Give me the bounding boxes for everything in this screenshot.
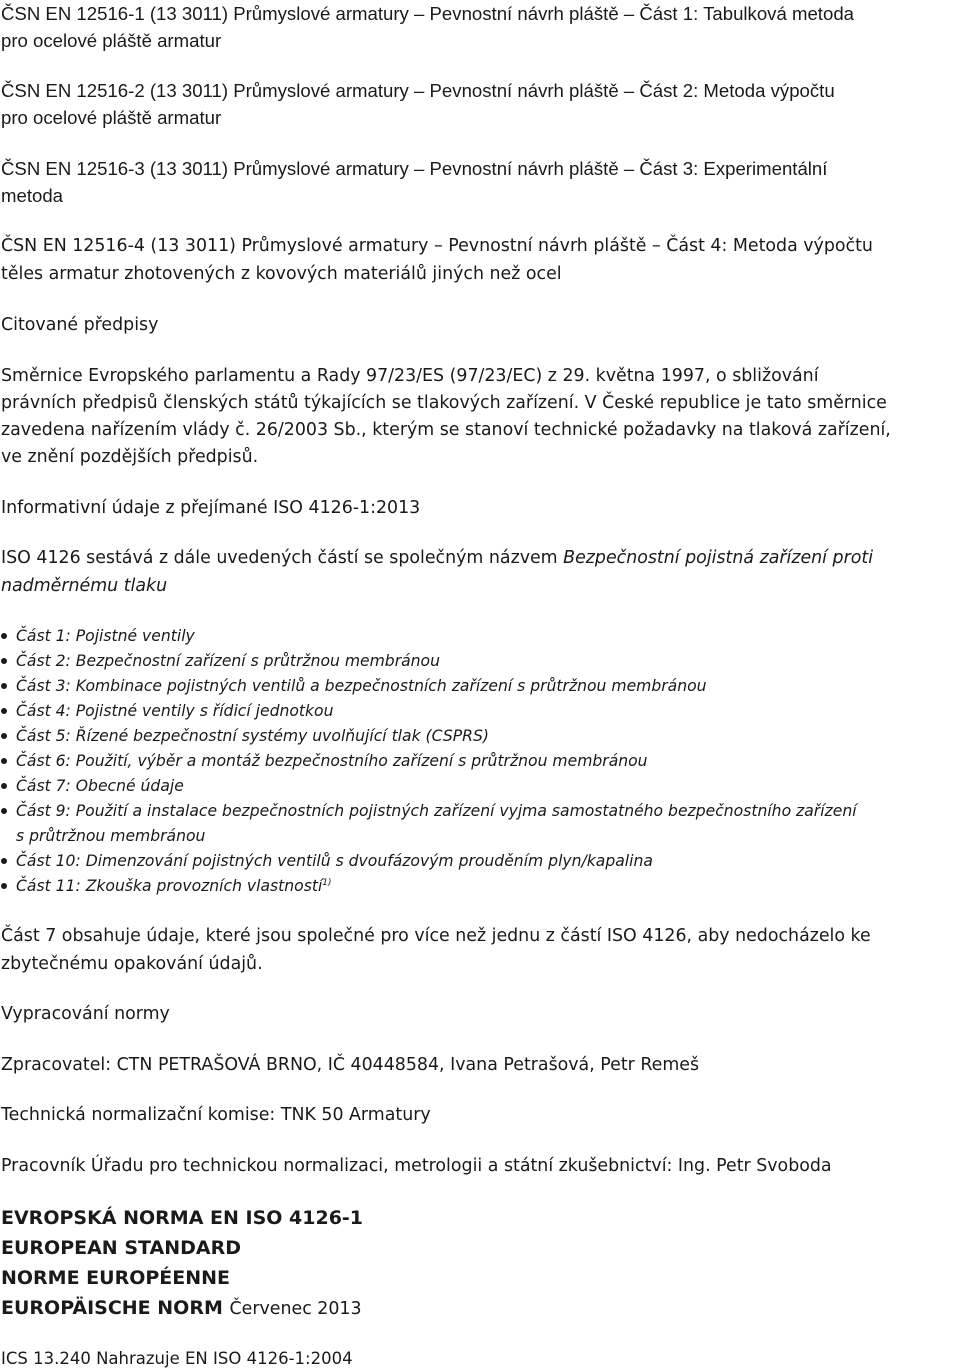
- directive-line-4: ve znění pozdějších předpisů.: [1, 447, 259, 467]
- iso-intro-prefix: ISO 4126 sestává z dále uvedených částí se společným názvem: [1, 548, 564, 568]
- norm-2-line-1: ČSN EN 12516-2 (13 3011) Průmyslové armatury – Pevnostní návrh pláště – Část 2: Metoda výpočtu: [1, 80, 835, 101]
- standard-title-en: EUROPEAN STANDARD: [1, 1237, 241, 1259]
- norm-4-line-2: těles armatur zhotovených z kovových materiálů jiných než ocel: [1, 264, 562, 284]
- bullet-icon: [1, 708, 7, 714]
- committee-line: Technická normalizační komise: TNK 50 Armatury: [1, 1105, 431, 1125]
- iso-series-title-part1: Bezpečnostní pojistná zařízení proti: [563, 548, 874, 568]
- standard-date: Červenec 2013: [229, 1299, 362, 1319]
- standard-title-cs: EVROPSKÁ NORMA EN ISO 4126-1: [1, 1207, 364, 1229]
- part7-note-line-2: zbytečnému opakování údajů.: [1, 954, 263, 974]
- list-item: Část 9: Použití a instalace bezpečnostních pojistných zařízení vyjma samostatného bezpečnostního zařízení: [16, 802, 857, 820]
- iso-intro-line-1: [1, 544, 873, 572]
- bullet-icon: [1, 883, 7, 889]
- list-item: Část 1: Pojistné ventily: [16, 627, 195, 645]
- list-item-continuation: s průtržnou membránou: [16, 827, 206, 845]
- norm-1-line-2: pro ocelové pláště armatur: [1, 30, 222, 51]
- part-11-text: Část 11: Zkouška provozních vlastností: [16, 877, 323, 895]
- norm-3-line-2: metoda: [1, 185, 64, 206]
- bullet-icon: [1, 733, 7, 739]
- part7-note-line-1: Část 7 obsahuje údaje, které jsou společné pro více než jednu z částí ISO 4126, aby nedocházelo ke: [1, 926, 871, 946]
- directive-line-2: právních předpisů členských států týkajících se tlakových zařízení. V České republice je tato směrnice: [1, 393, 887, 413]
- list-item: Část 3: Kombinace pojistných ventilů a bezpečnostních zařízení s průtržnou membránou: [16, 677, 707, 695]
- footnote-marker: 1): [322, 878, 332, 888]
- norm-2-line-2: pro ocelové pláště armatur: [1, 107, 222, 128]
- ics-line: ICS 13.240 Nahrazuje EN ISO 4126-1:2004: [1, 1349, 353, 1368]
- bullet-icon: [1, 808, 7, 814]
- preparation-heading: Vypracování normy: [1, 1004, 170, 1024]
- processor-line: Zpracovatel: CTN PETRAŠOVÁ BRNO, IČ 40448584, Ivana Petrašová, Petr Remeš: [1, 1055, 700, 1075]
- bullet-icon: [1, 633, 7, 639]
- list-item: [16, 874, 332, 898]
- informative-heading: Informativní údaje z přejímané ISO 4126-1:2013: [1, 498, 421, 518]
- bullet-icon: [1, 783, 7, 789]
- bullet-icon: [1, 683, 7, 689]
- iso-intro-line-2: [1, 572, 167, 600]
- officer-line: Pracovník Úřadu pro technickou normalizaci, metrologii a státní zkušebnictví: Ing. Petr Svoboda: [1, 1156, 832, 1176]
- list-item: Část 10: Dimenzování pojistných ventilů s dvoufázovým prouděním plyn/kapalina: [16, 852, 653, 870]
- directive-line-1: Směrnice Evropského parlamentu a Rady 97/23/ES (97/23/EC) z 29. května 1997, o sbližování: [1, 366, 819, 386]
- list-item: Část 2: Bezpečnostní zařízení s průtržnou membránou: [16, 652, 440, 670]
- iso-series-title-part2: nadměrnému tlaku: [1, 576, 168, 596]
- list-item: Část 4: Pojistné ventily s řídicí jednotkou: [16, 702, 334, 720]
- directive-line-3: zavedena nařízením vlády č. 26/2003 Sb., kterým se stanoví technické požadavky na tlaková zařízení,: [1, 420, 891, 440]
- standard-title-de: EUROPÄISCHE NORM: [1, 1297, 223, 1319]
- list-item: Část 5: Řízené bezpečnostní systémy uvolňující tlak (CSPRS): [16, 727, 489, 745]
- bullet-icon: [1, 658, 7, 664]
- standard-title-fr: NORME EUROPÉENNE: [1, 1267, 231, 1289]
- list-item: Část 6: Použití, výběr a montáž bezpečnostního zařízení s průtržnou membránou: [16, 752, 648, 770]
- norm-1-line-1: ČSN EN 12516-1 (13 3011) Průmyslové armatury – Pevnostní návrh pláště – Část 1: Tabulková metoda: [1, 3, 854, 24]
- bullet-icon: [1, 858, 7, 864]
- norm-3-line-1: ČSN EN 12516-3 (13 3011) Průmyslové armatury – Pevnostní návrh pláště – Část 3: Experimentální: [1, 158, 828, 179]
- cited-regulations-heading: Citované předpisy: [1, 315, 159, 335]
- list-item: Část 7: Obecné údaje: [16, 777, 184, 795]
- norm-4-line-1: ČSN EN 12516-4 (13 3011) Průmyslové armatury – Pevnostní návrh pláště – Část 4: Metoda výpočtu: [1, 236, 873, 256]
- standard-title-de-line: [1, 1293, 362, 1324]
- bullet-icon: [1, 758, 7, 764]
